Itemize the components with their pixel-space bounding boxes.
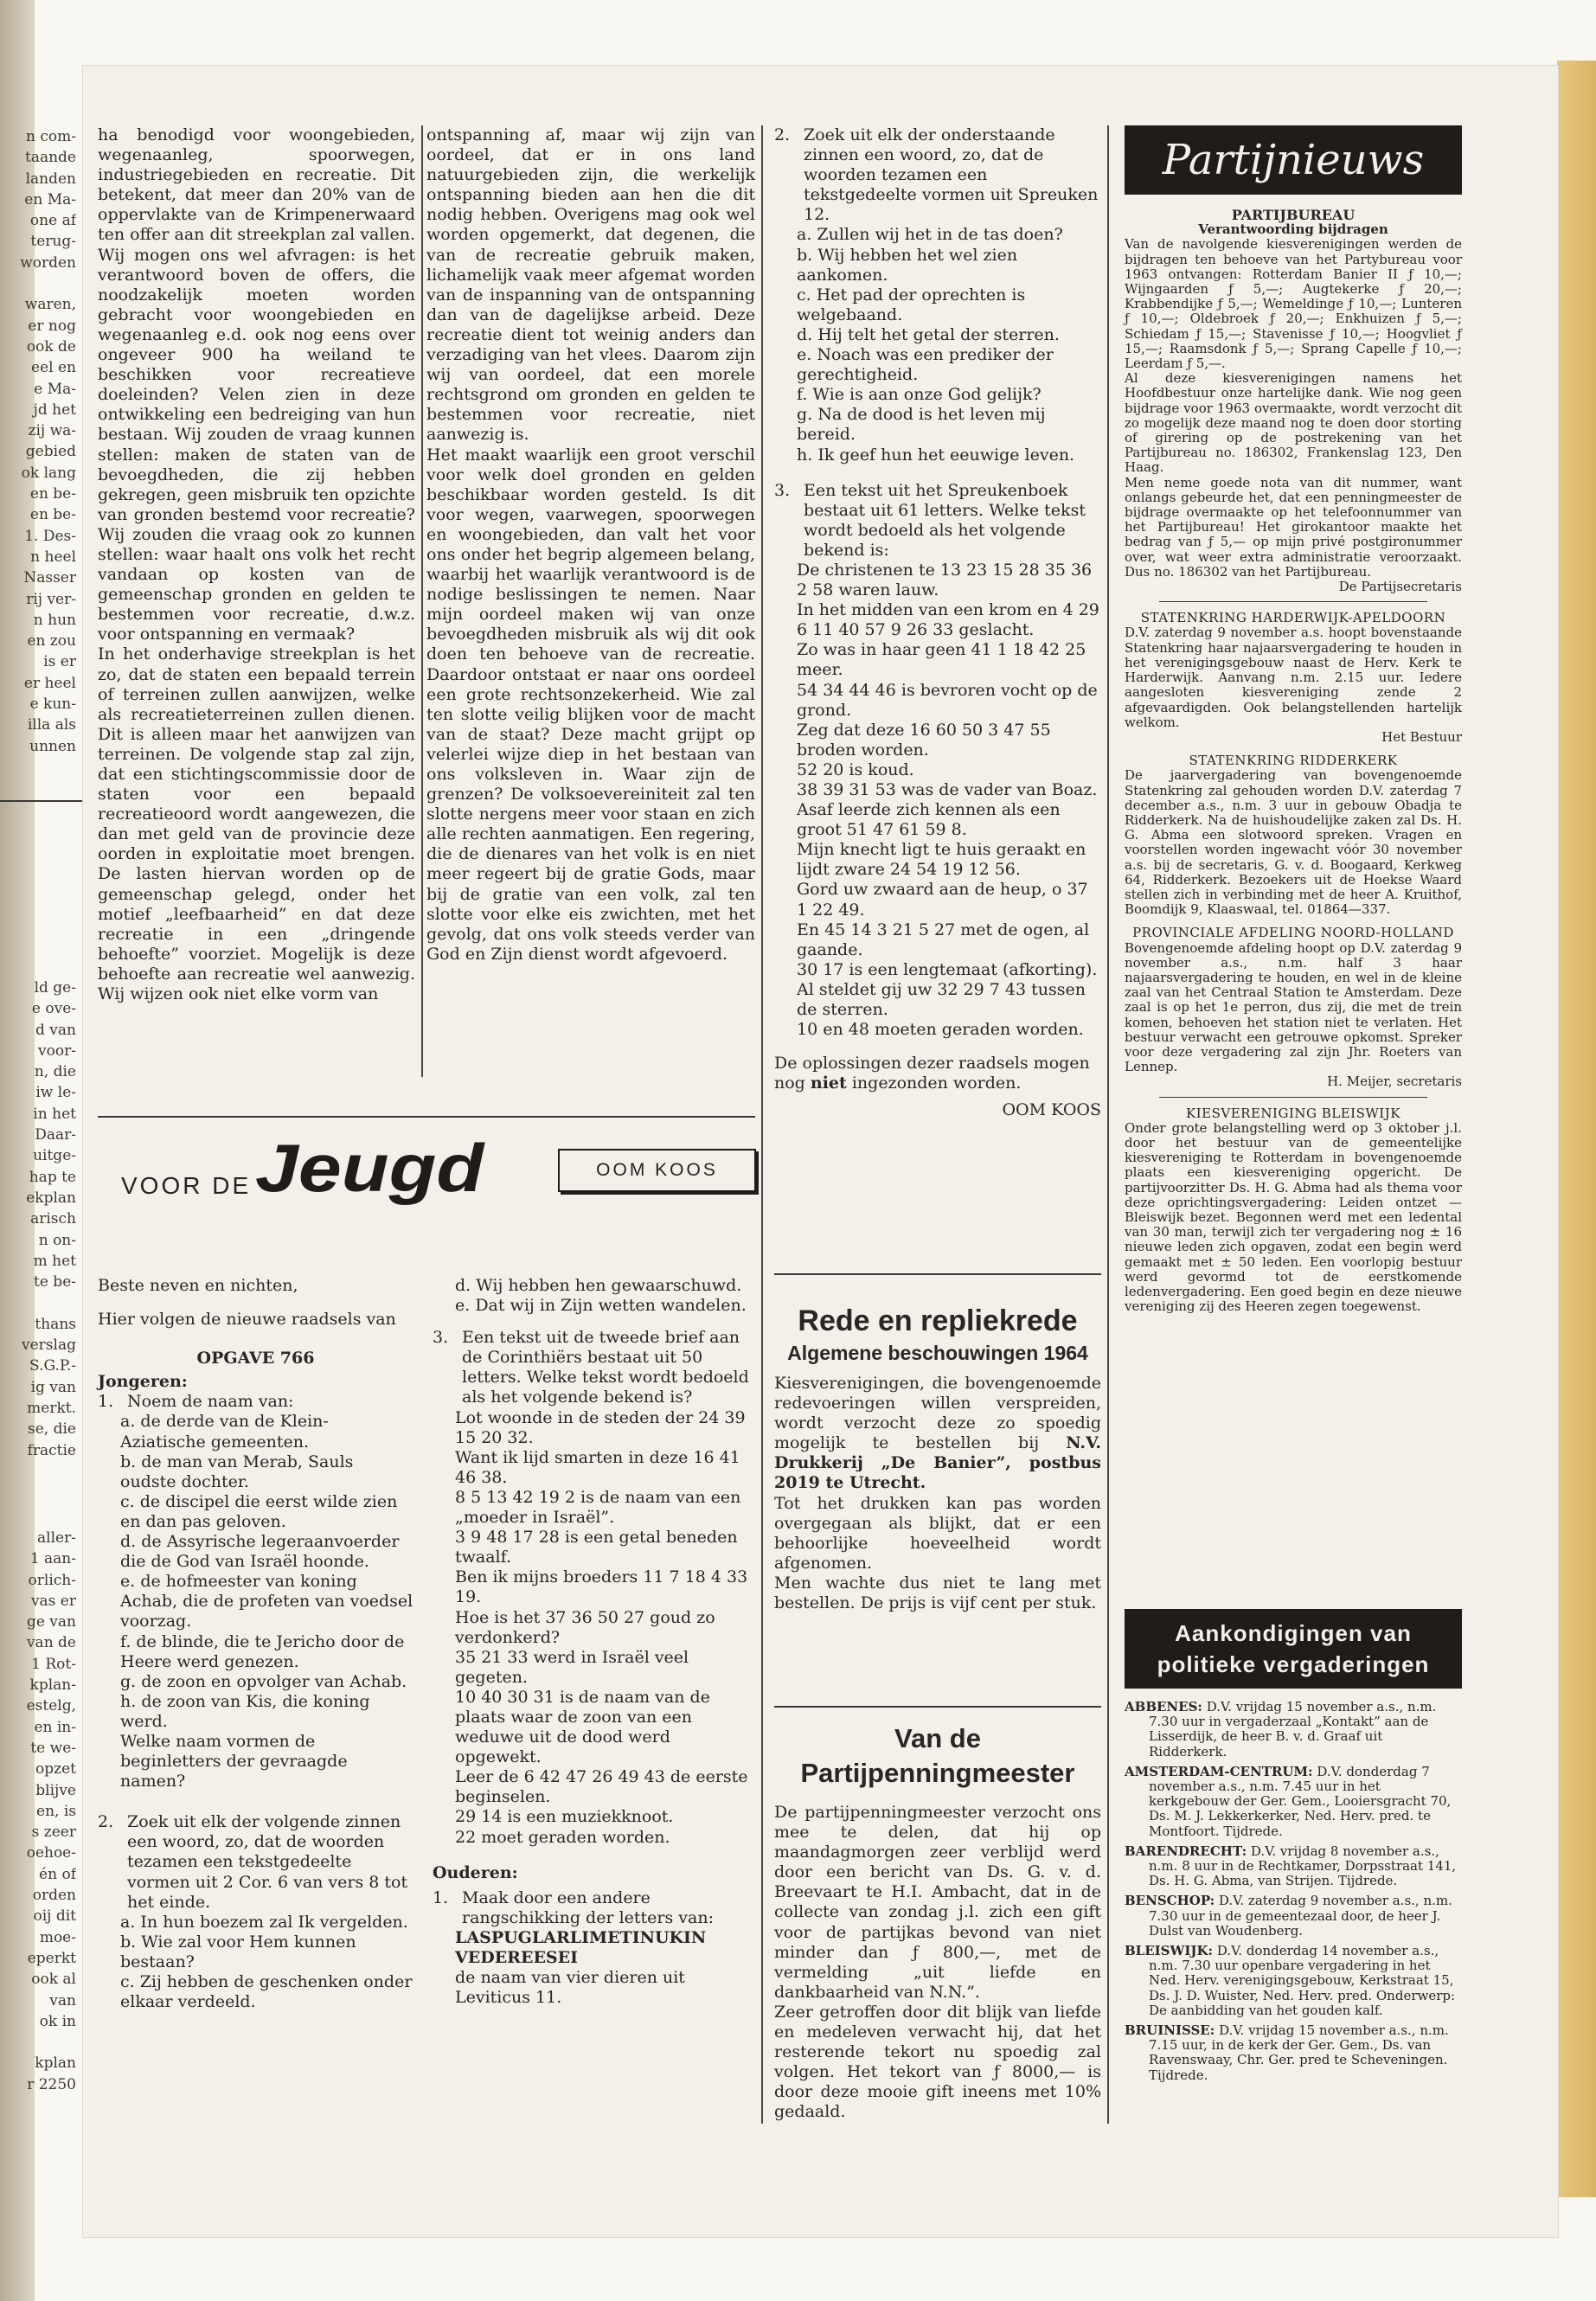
torn-text-line: te we-	[30, 1739, 76, 1757]
clue-line: 35 21 33 werd in Israël veel gegeten.	[455, 1647, 689, 1687]
question-item: h. Ik geef hun het eeuwige leven.	[797, 445, 1075, 465]
meeting-place: ABBENES:	[1125, 1699, 1202, 1715]
torn-text-line: in het	[33, 1105, 76, 1123]
jeugd-col2: d. Wij hebben hen gewaarschuwd. e. Dat wij in Zijn wetten wandelen. 3. Een tekst uit de tweede brief aan de Corinthiërs bestaat uit 50 letters. Welke tekst wordt bedoeld als het volgende bekend is? Lot woonde in de steden der 24 39 15 20 32. Want ik lijd smarten in deze 16 41 46 38. 8 5 13 42 19 2 is de naam van een „moeder in Israël”. 3 9 48 17 28 is een getal beneden twaalf. Ben ik mijns broeders 11 7 18 4 33 19. Hoe is het 37 36 50 27 goud zo verdonkerd? 35 21 33 werd in Israël veel gegeten. 10 40 30 31 is de naam van de plaats waar de zoon van een weduwe uit de dood werd opgewekt. Leer de 6 42 47 26 49 43 de eerste beginselen. 29 14 is een muziekknoot. 22 moet geraden worden. Ouderen: 1. Maak door een andere rangschikking der letters van: LASPUGLARLIMETINUKIN VEDEREESEI de naam van vier dieren uit Leviticus 11.	[433, 1276, 753, 2008]
question-item: d. de Assyrische legeraanvoerder die de God van Israël hoonde.	[120, 1532, 400, 1572]
torn-text-line	[0, 273, 76, 294]
torn-text-line: er nog	[28, 317, 76, 335]
question-item: d. Hij telt het getal der sterren.	[797, 324, 1060, 344]
torn-text-line: fractie	[27, 1441, 76, 1459]
question-1-footer: Welke naam vormen de beginletters der gevraagde namen?	[120, 1731, 348, 1791]
torn-text-line: jd het	[33, 401, 76, 419]
article-continuation-col2	[426, 125, 755, 965]
question-item: a. In hun boezem zal Ik vergelden.	[120, 1912, 408, 1932]
verantwoording-text-2: Al deze kiesverenigingen namens het Hoofdbestuur onze hartelijke dank. Wie nog geen bijdrage voor 1963 overmaakte, wordt verzocht dit zo mogelijk deze maand nog te doen door storting of girering op de postrekening van het Partijbureau no. 186302, Frankenslag 123, Den Haag.	[1125, 370, 1462, 476]
torn-text-line: vas er	[30, 1592, 76, 1610]
opgave-number: OPGAVE 766	[196, 1349, 315, 1368]
meeting-announcement	[1125, 2023, 1462, 2083]
ridderkerk-heading: STATENKRING RIDDERKERK	[1189, 753, 1398, 769]
intro: Hier volgen de nieuwe raadsels van	[98, 1310, 396, 1330]
clue-line: 30 17 is een lengtemaat (afkorting).	[797, 959, 1098, 979]
torn-text-line: se, die	[28, 1420, 76, 1439]
clue-line: Zo was in haar geen 41 1 18 42 25 meer.	[797, 640, 1086, 680]
torn-column-bottom	[0, 1528, 76, 2095]
ouderen-heading: Ouderen:	[433, 1862, 518, 1882]
jeugd-col1: Beste neven en nichten, Hier volgen de nieuwe raadsels van OPGAVE 766 Jongeren: 1. Noem de naam van: a. de derde van de Klein-Aziatische gemeenten. b. de man van Merab, Sauls oudste dochter. c. de discipel die eerst wilde zien en dan pas geloven. d. de Assyrische legeraanvoerder die de God van Israël hoonde. e. de hofmeester van koning Achab, die de profeten van voedsel voorzag. f. de blinde, die te Jericho door de Heere werd genezen. g. de zoon en opvolger van Achab. h. de zoon van Kis, die koning werd. Welke naam vormen de beginletters der gevraagde namen? 2. Zoek uit elk der volgende zinnen een woord, zo, dat de woorden tezamen een tekstgedeelte vormen uit 2 Cor. 6 van vers 8 tot het einde. a. In hun boezem zal Ik vergelden. b. Wie zal voor Hem kunnen bestaan? c. Zij hebben de geschenken onder elkaar verdeeld.	[98, 1276, 413, 2012]
torn-text-line: orden	[32, 1887, 76, 1905]
torn-text-line: is er	[43, 653, 76, 671]
torn-text-line: ok lang	[21, 464, 76, 482]
bleiswijk-heading: KIESVERENIGING BLEISWIJK	[1186, 1105, 1401, 1121]
rede-paragraph-1: Kiesverenigingen, die bovengenoemde redevoeringen willen verspreiden, wordt verzocht deze zo spoedig mogelijk te bestellen bij N.V. Drukkerij „De Banier”, postbus 2019 te Utrecht.	[774, 1374, 1101, 1493]
torn-text-line: ok in	[39, 2012, 76, 2030]
torn-text-line: ge van	[26, 1613, 76, 1631]
ouderen-puzzle-1: LASPUGLARLIMETINUKIN	[455, 1927, 707, 1947]
jongeren-heading: Jongeren:	[98, 1372, 188, 1392]
question-3: Een tekst uit de tweede brief aan de Corinthiërs bestaat uit 50 letters. Welke tekst wordt bedoeld als het volgende bekend is?	[462, 1328, 749, 1407]
torn-text-line: en be-	[29, 506, 76, 524]
torn-text-line: m het	[33, 1252, 76, 1270]
question-item: g. de zoon en opvolger van Achab.	[120, 1671, 407, 1691]
ouderen-puzzle-2: VEDEREESEI	[455, 1948, 579, 1967]
torn-text-line: van de	[26, 1634, 76, 1652]
ouderen-question-2: Zoek uit elk der onderstaande zinnen een woord, zo, dat de woorden tezamen een tekstgedeelte vormen uit Spreuken 12.	[804, 125, 1099, 225]
torn-text-line: hap te	[29, 1168, 76, 1186]
meeting-place: BENSCHOP:	[1125, 1893, 1215, 1909]
torn-text-line: oij dit	[33, 1907, 76, 1926]
torn-text-line: oehoe-	[26, 1844, 76, 1862]
torn-text-line: ig van	[30, 1378, 76, 1396]
meeting-place: BLEISWIJK:	[1125, 1943, 1214, 1959]
meeting-details: D.V. donderdag 7 november a.s., n.m. 7.45 uur in het kerkgebouw der Ger. Gem., Looiersgracht 70, Ds. M. J. Lekkerkerker, Ned. Herv. pred. te Montfoort. Tijdrede.	[1149, 1763, 1452, 1839]
question-item: c. Zij hebben de geschenken onder elkaar verdeeld.	[120, 1972, 413, 2012]
torn-text-line: e Ma-	[34, 380, 76, 398]
meeting-place: AMSTERDAM-CENTRUM:	[1125, 1763, 1313, 1779]
penningmeester-paragraph-1: De partijpenningmeester verzocht ons mee te delen, dat hij op maandagmorgen zeer verblijd werd door een bericht van Ds. G. v. d. Breevaart te H.I. Ambacht, dat in de collecte van zondag j.l. zich een gift voor de partijkas bevond van niet minder dan ƒ 800,—, met de vermelding „uit liefde en dankbaarheid van N.N.”.	[774, 1803, 1101, 2002]
col2-paragraph-1: ontspanning af, maar wij zijn van oordeel, dat er in ons land natuurgebieden zijn, die werkelijk ontspanning bieden aan hen die dit nodig hebben. Overigens mag ook wel worden opgemerkt, dat degenen, die van de recreatie gebruik maken, lichamelijk vaak meer afgemat worden van de inspanning van de ontspanning dan van de dagelijkse arbeid. Deze recreatie dient tot weinig anders dan verzadiging van het vlees. Daarom zijn wij van oordeel, dat een morele rechtsgrond om gronden en gelden te bestemmen voor recreatie, niet aanwezig is.	[426, 125, 755, 445]
torn-text-line: terug-	[30, 233, 76, 251]
question-item: e. Noach was een prediker der gerechtigheid.	[797, 345, 1054, 385]
harderwijk-signature: Het Bestuur	[1381, 728, 1462, 745]
torn-text-line: ekplan	[26, 1189, 76, 1207]
torn-text-line: eperkt	[27, 1949, 76, 1967]
question-1: Noem de naam van:	[127, 1392, 294, 1412]
torn-text-line: taande	[25, 149, 76, 167]
bleiswijk-text: Onder grote belangstelling werd op 3 oktober j.l. door het bestuur van de gemeentelijke kiesvereniging te Rotterdam in bovengenoemde plaats een kiesvereniging opgericht. De partijvoorzitter Ds. H. G. Abma had als thema voor deze oprichtingsvergadering: Leiden ontzet — Bleiswijk bezet. Begonnen werd met een ledental van 30 man, terwijl zich ter vergadering nog ± 16 nieuwe leden zich opgaven, zodat een begin werd gemaakt met ± 50 leden. Een voorlopig bestuur werd gevormd tot de eerstkomende ledenvergadering. Een goed begin en deze nieuwe vereniging zij des Heeren zegen toegewenst.	[1125, 1119, 1462, 1315]
clue-line: Lot woonde in de steden der 24 39 15 20 32.	[455, 1407, 746, 1447]
torn-text-line	[0, 1292, 76, 1313]
ridderkerk-text: De jaarvergadering van bovengenoemde Statenkring zal gehouden worden D.V. zaterdag 7 december a.s., n.m. 3 uur in gebouw Obadja te Ridderkerk. Na de huishoudelijke zaken zal Ds. H. G. Abma een slotwoord spreken. Vragen en voorstellen worden ingewacht vóór 30 november a.s. bij de secretaris, G. v. d. Boogaard, Kerkweg 64, Ridderkerk. Bezoekers uit de Hoekse Waard stellen zich in verbinding met de heer A. Kruithof, Boomdijk 9, Klaaswaal, tel. 01864—337.	[1125, 767, 1462, 918]
clue-line: Gord uw zwaard aan de heup, o 37 1 22 49.	[797, 880, 1088, 920]
clue-line: Zeg dat deze 16 60 50 3 47 55 broden worden.	[797, 720, 1051, 760]
torn-text-line: en, is	[36, 1802, 76, 1820]
torn-column-middle	[0, 977, 76, 1461]
question-item: a. de derde van de Klein-Aziatische gemeenten.	[120, 1412, 329, 1452]
jeugd-title: Jeugd	[255, 1130, 484, 1206]
ouderen-question-1-end: de naam van vier dieren uit Leviticus 11.	[455, 1968, 685, 2008]
clue-line: 10 40 30 31 is de naam van de plaats waar de zoon van een weduwe uit de dood werd opgewekt.	[455, 1687, 710, 1767]
rede-subtitle: Algemene beschouwingen 1964	[787, 1342, 1088, 1364]
clue-line: Hoe is het 37 36 50 27 goud zo verdonkerd?	[455, 1607, 715, 1647]
clue-line: Mijn knecht ligt te huis geraakt en lijdt zware 24 54 19 12 56.	[797, 840, 1086, 880]
rede-article	[774, 1303, 1101, 1613]
torn-text-line: s zeer	[31, 1823, 76, 1842]
torn-text-line: rij ver-	[26, 590, 76, 608]
harderwijk-text: D.V. zaterdag 9 november a.s. hoopt bovenstaande Statenkring haar najaarsvergadering te houden in het verenigingsgebouw naast de Herv. Kerk te Harderwijk. Aanvang n.m. 2.15 uur. Iedere aangesloten kiesvereniging zende 2 afgevaardigden. Ook belangstellenden hartelijk welkom.	[1125, 625, 1462, 730]
torn-text-line: te be-	[34, 1273, 76, 1292]
torn-text-line: n on-	[38, 1231, 76, 1249]
torn-text-line: moe-	[39, 1928, 76, 1946]
verantwoording-text-3: Men neme goede nota van dit nummer, want onlangs gebeurde het, dat een penningmeester de bijdrage overmaakte op het telefoonnummer van het Partijbureau! Het girokantoor maakte het bedrag van ƒ 5,— op mijn privé postgironummer over, wat weer extra administratie veroorzaakt. Dus no. 186302 van het Partijbureau.	[1125, 474, 1462, 580]
article-continuation-col1	[98, 125, 415, 1004]
meeting-place: BARENDRECHT:	[1125, 1843, 1247, 1859]
meeting-place: BRUINISSE:	[1125, 2022, 1215, 2039]
meeting-details: D.V. zaterdag 9 november a.s., n.m. 7.30 uur in de gemeentezaal door, de heer J. Dulst van Woudenberg.	[1149, 1893, 1452, 1939]
clue-line: Ben ik mijns broeders 11 7 18 4 33 19.	[455, 1567, 748, 1607]
torn-text-line: kplan-	[29, 1676, 76, 1695]
torn-text-line: unnen	[29, 737, 76, 755]
torn-text-line: n hun	[33, 611, 76, 629]
question-item: f. de blinde, die te Jericho door de Heere werd genezen.	[120, 1631, 405, 1671]
torn-text-line: uitge-	[33, 1147, 76, 1165]
torn-text-line: zij wa-	[28, 422, 76, 440]
noord-holland-signature: H. Meijer, secretaris	[1327, 1074, 1462, 1090]
clue-line: 22 moet geraden worden.	[455, 1827, 670, 1847]
torn-text-line: n com-	[26, 128, 76, 145]
question-item: a. Zullen wij het in de tas doen?	[797, 225, 1063, 245]
voor-de-label: VOOR DE	[121, 1172, 252, 1199]
torn-text-line: n, die	[34, 1063, 76, 1081]
meeting-details: D.V. vrijdag 8 november a.s., n.m. 8 uur in de Rechtkamer, Dorpsstraat 141, Ds. H. G. Abma, van Strijen. Tijdrede.	[1149, 1843, 1457, 1889]
meeting-announcement	[1125, 1944, 1462, 2018]
torn-text-line: r 2250	[27, 2075, 76, 2093]
torn-text-line: one af	[29, 212, 76, 230]
ouderen-question-3-lines	[774, 561, 1101, 1040]
torn-text-line: ld ge-	[34, 979, 76, 997]
torn-text-line: iw le-	[35, 1084, 76, 1102]
meeting-details: D.V. donderdag 14 november a.s., n.m. 7.30 uur openbare vergadering in het Ned. Herv. verenigingsgebouw, Kerkstraat 15, Ds. J. D. Wuister, Ned. Herv. pred. Onderwerp: De aanbidding van het gouden kalf.	[1149, 1943, 1456, 2018]
torn-text-line: 1 aan-	[29, 1550, 76, 1568]
question-item: e. de hofmeester van koning Achab, die de profeten van voedsel voorzag.	[120, 1572, 413, 1631]
meeting-details: D.V. vrijdag 15 november a.s., n.m. 7.30 uur in vergaderzaal „Kontakt” aan de Lisserdijk, de heer B. v. d. Graaf uit Ridderkerk.	[1149, 1699, 1437, 1759]
rede-paragraph-2: Tot het drukken kan pas worden overgegaan als blijkt, dat er een behoorlijke hoeveelheid wordt afgenomen.	[774, 1493, 1101, 1573]
oom-koos-box: OOM KOOS	[558, 1149, 756, 1192]
torn-text-line: illa als	[27, 716, 76, 734]
torn-text-line: orlich-	[28, 1571, 76, 1589]
clue-line: 29 14 is een muziekknoot.	[455, 1807, 674, 1827]
clue-line: En 45 14 3 21 5 27 met de ogen, al gaande.	[797, 920, 1090, 959]
torn-text-line: waren,	[24, 296, 76, 314]
question-item: b. Wij hebben het wel zien aankomen.	[797, 245, 1018, 285]
ouderen-question-2-items	[774, 225, 1101, 465]
question-2-items-continued	[433, 1276, 753, 1316]
torn-text-line: en be-	[29, 485, 76, 503]
torn-text-line: voor-	[38, 1042, 76, 1060]
question-item: c. Het pad der oprechten is welgebaand.	[797, 285, 1026, 324]
torn-text-line: van	[49, 1991, 76, 2009]
clue-line: 3 9 48 17 28 is een getal beneden twaalf.	[455, 1528, 738, 1567]
torn-text-line: opzet	[35, 1760, 76, 1779]
noord-holland-text: Bovengenoemde afdeling hoopt op D.V. zaterdag 9 november a.s., n.m. half 3 haar najaarsvergadering te houden, en wel in de kleine zaal van het Centraal Station te Amsterdam. Deze zaal is op het 1e perron, dus zij, die met de trein komen, behoeven het station niet te verlaten. Het bestuur verwacht een getrouwe opkomst. Spreker voor deze vergadering zal zijn Jhr. Roeters van Lennep.	[1125, 939, 1462, 1075]
penningmeester-paragraph-2: Zeer getroffen door dit blijk van liefde en medeleven verwacht hij, dat het resterende tekort nu spoedig zal volgen. Het tekort van ƒ 8000,— is door deze mooie gift ineens met 10% gedaald.	[774, 2002, 1101, 2122]
clue-line: 8 5 13 42 19 2 is de naam van een „moeder in Israël”.	[455, 1487, 741, 1528]
torn-text-line: landen	[25, 170, 76, 188]
torn-text-line: estelg,	[26, 1697, 76, 1715]
torn-text-line: kplan	[35, 2054, 76, 2073]
page-edge	[1557, 61, 1596, 2197]
solutions-note: De oplossingen dezer raadsels mogen nog niet ingezonden worden.	[774, 1054, 1090, 1093]
clue-line: Want ik lijd smarten in deze 16 41 46 38.	[455, 1447, 740, 1487]
torn-text-line: 1. Des-	[24, 527, 76, 545]
verantwoording-text: Van de navolgende kiesverenigingen werden de bijdragen ten behoeve van het Partybureau voor 1963 ontvangen: Rotterdam Banier II ƒ 10,—; Wijngaarden ƒ 5,—; Augtekerke ƒ 20,—; Krabbendijke ƒ 5,—; Wemeldinge ƒ 10,—; Lunteren ƒ 10,—; Oldebroek ƒ 20,—; Enkhuizen ƒ 5,—; Schiedam ƒ 15,—; Stavenisse ƒ 10,—; Hoogvliet ƒ 15,—; Raamsdonk ƒ 5,—; Sprang Capelle ƒ 10,—; Leerdam ƒ 5,—.	[1125, 236, 1462, 372]
question-item: b. Wie zal voor Hem kunnen bestaan?	[120, 1932, 356, 1971]
torn-text-line	[0, 2032, 76, 2053]
clue-line: 38 39 31 53 was de vader van Boaz.	[797, 780, 1098, 799]
meeting-announcement	[1125, 1765, 1462, 1839]
col1-paragraph-1: ha benodigd voor woongebieden, wegenaanleg, spoorwegen, industriegebieden en recreatie. Dit betekent, dat meer dan 20% van de oppervlakte van de Krimpenerwaard ten offer aan dit streekplan zal vallen. Wij mogen ons wel afvragen: is het verantwoord boven de offers, die noodzakelijk moeten worden gebracht voor woongebieden en wegenaanleg e.d. ook nog eens over ongeveer 900 ha weiland te beschikken voor recreatieve doeleinden? Velen zien in deze ontwikkeling een bedreiging van hun bestaan. Wij zouden de vraag kunnen stellen: maken de staten van de bevoegdheden, die zij hebben gekregen, geen misbruik ten opzichte van gronden bestemd voor recreatie? Wij zouden die vraag ook zo kunnen stellen: waar haalt ons volk het recht vandaan op kosten van de gemeenschap gronden en gelden te bestemmen voor recreatie, d.w.z. voor ontspanning en vermaak?	[98, 125, 415, 644]
torn-text-line: 1 Rot-	[31, 1655, 76, 1673]
question-item: g. Na de dood is het leven mij bereid.	[797, 405, 1046, 445]
torn-text-line: thans	[35, 1315, 76, 1333]
torn-text-line: en in-	[34, 1718, 76, 1736]
clue-line: 52 20 is koud.	[797, 760, 914, 779]
question-item: b. de man van Merab, Sauls oudste dochter.	[120, 1452, 354, 1491]
torn-column-top	[0, 126, 76, 757]
torn-text-line: S.G.P.-	[29, 1357, 76, 1375]
aankondigingen-list	[1125, 1700, 1462, 2088]
torn-text-line: e ove-	[31, 1000, 76, 1018]
partijnieuws-banner: Partijnieuws	[1125, 125, 1462, 195]
penningmeester-title: Van de Partijpenningmeester	[800, 1723, 1075, 1788]
question-3-lines	[433, 1408, 753, 1848]
torn-text-line: verslag	[22, 1336, 76, 1355]
question-2-items	[98, 1913, 413, 2012]
torn-text-line: e kun-	[29, 695, 76, 714]
partijbureau-heading: PARTIJBUREAU	[1231, 207, 1356, 223]
torn-text-line: en Ma-	[24, 190, 76, 208]
question-item: h. de zoon van Kis, die koning werd.	[120, 1691, 370, 1731]
clue-line: 10 en 48 moeten geraden worden.	[797, 1020, 1084, 1040]
question-item: d. Wij hebben hen gewaarschuwd.	[455, 1276, 742, 1295]
torn-text-line: er heel	[23, 674, 76, 692]
torn-text-line: blijve	[35, 1781, 76, 1799]
rede-paragraph-3: Men wachte dus niet te lang met bestellen. De prijs is vijf cent per stuk.	[774, 1573, 1101, 1613]
torn-text-line: aller-	[37, 1529, 76, 1547]
torn-text-line: en zou	[27, 632, 76, 651]
harderwijk-heading: STATENKRING HARDERWIJK-APELDOORN	[1140, 610, 1446, 626]
aankondigingen-banner: Aankondigingen van politieke vergaderingen	[1125, 1609, 1462, 1689]
clue-line: Al steldet gij uw 32 29 7 43 tussen de sterren.	[797, 979, 1086, 1020]
question-1-items	[98, 1412, 413, 1732]
meeting-announcement	[1125, 1700, 1462, 1759]
clue-line: De christenen te 13 23 15 28 35 36 2 58 waren lauw.	[797, 560, 1093, 600]
torn-text-line: n heel	[30, 548, 76, 566]
torn-text-line: eel en	[31, 359, 76, 377]
clue-line: In het midden van een krom en 4 29 6 11 40 57 9 26 33 geslacht.	[797, 600, 1099, 640]
greeting: Beste neven en nichten,	[98, 1276, 298, 1295]
meeting-details: D.V. vrijdag 15 november a.s., n.m. 7.15 uur, in de kerk der Ger. Gem., Ds. van Ravenswaay, Chr. Ger. pred te Scheveningen. Tijdrede.	[1149, 2022, 1449, 2083]
meeting-announcement	[1125, 1894, 1462, 1939]
torn-text-line: arisch	[30, 1210, 76, 1228]
torn-text-line: d van	[35, 1021, 76, 1039]
penningmeester-article	[774, 1721, 1101, 2123]
clue-line: Leer de 6 42 47 26 49 43 de eerste beginselen.	[455, 1767, 748, 1807]
clue-line: Asaf leerde zich kennen als een groot 51 47 61 59 8.	[797, 800, 1061, 840]
torn-text-line: worden	[20, 253, 76, 272]
partijsecretaris-signature: De Partijsecretaris	[1338, 579, 1462, 595]
question-item: e. Dat wij in Zijn wetten wandelen.	[455, 1296, 747, 1316]
verantwoording-heading: Verantwoording bijdragen	[1198, 221, 1388, 238]
col1-paragraph-2: In het onderhavige streekplan is het zo, dat de staten een bepaald terrein of terreinen zullen aanwijzen, welke als recreatieterreinen zullen dienen. Dit is alleen maar het aanwijzen van terreinen. De volgende stap zal zijn, dat een stichtingscommissie door de staten voor een bepaald recreatieoord wordt aangewezen, die dan met geld van de provincie deze oorden in exploitatie moet brengen. De lasten hiervan worden op de gemeenschap gelegd, onder het motief „leefbaarheid” en dat deze recreatie in een „dringende behoefte” voorziet. Mogelijk is deze behoefte aan recreatie wel aanwezig. Wij wijzen ook niet elke vorm van	[98, 644, 415, 1004]
torn-text-line: ook al	[31, 1971, 76, 1989]
torn-text-line: én of	[39, 1865, 76, 1883]
torn-text-line: Nasser	[23, 569, 76, 587]
meeting-announcement	[1125, 1844, 1462, 1889]
signature-oom-koos: OOM KOOS	[1002, 1100, 1101, 1120]
noord-holland-heading: PROVINCIALE AFDELING NOORD-HOLLAND	[1132, 925, 1454, 941]
torn-text-line: merkt.	[27, 1399, 76, 1417]
torn-text-line: gebied	[25, 443, 76, 461]
partijnieuws-column	[1125, 208, 1462, 1314]
question-item: f. Wie is aan onze God gelijk?	[797, 385, 1042, 405]
col2-paragraph-2: Het maakt waarlijk een groot verschil voor welk doel gronden en gelden beschikbaar worden gesteld. Is dit voor wegen, vaarwegen, spoorwegen en woongebieden, dan valt het voor ons onder het begrip algemeen belang, waarbij het waarlijk verantwoord is de nodige beslissingen te nemen. Naar mijn oordeel maken wij van onze bevoegdheden misbruik als wij dit ook doen ten behoeve van de recreatie. Daardoor ontstaat er naar ons oordeel een grote rechtsonzekerheid. Wie zal ten slotte veilig blijken voor de macht van de staat? Deze macht grijpt op velerlei wijze diep in het bestaan van ons volksleven in. Waar zijn de grenzen? De volksoevereiniteit zal ten slotte nergens meer voor staan en zich alle rechten aanmatigen. Een regering, die de dienares van het volk is en niet meer regeert bij de gratie Gods, maar bij de gratie van een volk, zal ten slotte voor elke eis zwichten, met het gevolg, dat ons volk steeds verder van God en Zijn dienst wordt afgevoerd.	[426, 445, 755, 964]
question-2: Zoek uit elk der volgende zinnen een woord, zo, dat de woorden tezamen een tekstgedeelte vormen uit 2 Cor. 6 van vers 8 tot het einde.	[127, 1812, 408, 1912]
torn-text-line: ook de	[26, 337, 76, 356]
question-item: c. de discipel die eerst wilde zien en dan pas geloven.	[120, 1491, 398, 1531]
ouderen-question-1: Maak door een andere rangschikking der letters van:	[462, 1888, 714, 1927]
ouderen-question-3: Een tekst uit het Spreukenboek bestaat uit 61 letters. Welke tekst wordt bedoeld als het volgende bekend is:	[804, 480, 1086, 560]
jeugd-col3: 2. Zoek uit elk der onderstaande zinnen een woord, zo, dat de woorden tezamen een tekstgedeelte vormen uit Spreuken 12. a. Zullen wij het in de tas doen? b. Wij hebben het wel zien aankomen. c. Het pad der oprechten is welgebaand. d. Hij telt het getal der sterren. e. Noach was een prediker der gerechtigheid. f. Wie is aan onze God gelijk? g. Na de dood is het leven mij bereid. h. Ik geef hun het eeuwige leven. 3. Een tekst uit het Spreukenboek bestaat uit 61 letters. Welke tekst wordt bedoeld als het volgende bekend is: De christenen te 13 23 15 28 35 36 2 58 waren lauw. In het midden van een krom en 4 29 6 11 40 57 9 26 33 geslacht. Zo was in haar geen 41 1 18 42 25 meer. 54 34 44 46 is bevroren vocht op de grond. Zeg dat deze 16 60 50 3 47 55 broden worden. 52 20 is koud. 38 39 31 53 was de vader van Boaz. Asaf leerde zich kennen als een groot 51 47 61 59 8. Mijn knecht ligt te huis geraakt en lijdt zware 24 54 19 12 56. Gord uw zwaard aan de heup, o 37 1 22 49. En 45 14 3 21 5 27 met de ogen, al gaande. 30 17 is een lengtemaat (afkorting). Al steldet gij uw 32 29 7 43 tussen de sterren. 10 en 48 moeten geraden worden. De oplossingen dezer raadsels mogen nog niet ingezonden worden. OOM KOOS	[774, 125, 1101, 1120]
torn-text-line: Daar-	[35, 1126, 76, 1144]
rede-title: Rede en repliekrede	[798, 1304, 1078, 1337]
clue-line: 54 34 44 46 is bevroren vocht op de grond.	[797, 680, 1098, 720]
